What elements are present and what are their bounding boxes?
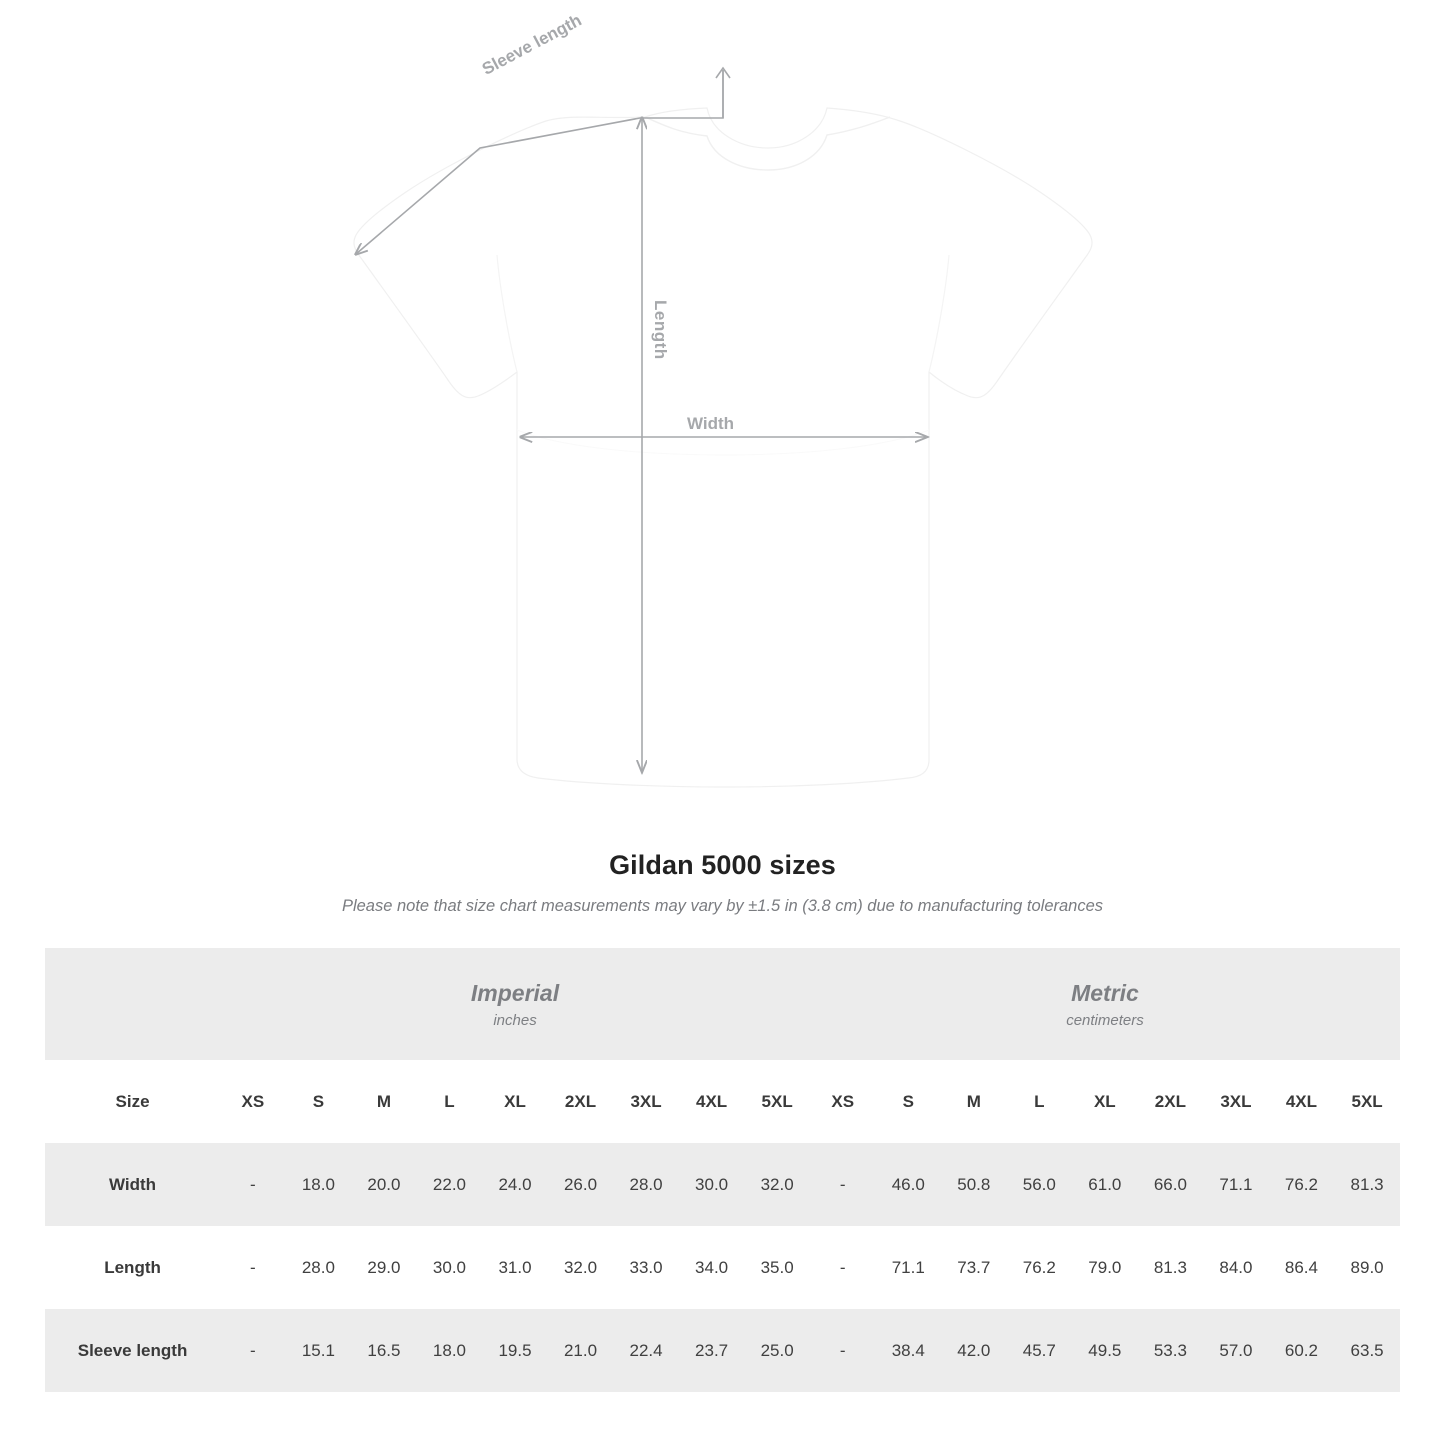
cell-length-metric-l: 76.2 [1022,1257,1056,1277]
cell-length-imperial-xs: - [250,1257,256,1277]
size-col-imperial-2xl: 2XL [564,1091,597,1111]
size-chart-table-wrap [45,948,1400,1392]
cell-width-metric-xl: 61.0 [1088,1174,1122,1194]
unit-sub-imperial: inches [493,1012,537,1030]
cell-sleeve-imperial-xs: - [250,1340,256,1360]
cell-length-imperial-l: 30.0 [432,1257,466,1277]
cell-sleeve-imperial-s: 15.1 [301,1340,335,1360]
size-header-row [45,1060,1400,1143]
cell-width-metric-s: 46.0 [891,1174,925,1194]
length-label: Length [651,300,670,360]
cell-length-metric-xl: 79.0 [1088,1257,1122,1277]
cell-sleeve-imperial-m: 16.5 [367,1340,401,1360]
tolerance-note: Please note that size chart measurements may vary by ±1.5 in (3.8 cm) due to manufacturing tolerances [341,897,1104,915]
cell-sleeve-metric-s: 38.4 [891,1340,925,1360]
sleeve-length-label: Sleeve length [479,10,585,79]
size-col-metric-m: M [966,1091,981,1111]
size-col-imperial-3xl: 3XL [630,1091,662,1111]
cell-length-metric-m: 73.7 [957,1257,991,1277]
unit-header-imperial [220,948,810,1060]
size-col-imperial-m: M [376,1091,391,1111]
cell-width-imperial-xs: - [250,1174,256,1194]
cell-width-imperial-s: 18.0 [301,1174,335,1194]
size-header-label: Size [115,1091,150,1111]
size-col-imperial-5xl: 5XL [761,1091,793,1111]
size-col-metric-5xl: 5XL [1351,1091,1383,1111]
row-label-sleeve-length: Sleeve length [77,1340,188,1360]
unit-title-metric: Metric [1071,979,1139,1006]
table-row [45,1143,1400,1226]
size-col-imperial-xl: XL [504,1091,526,1111]
cell-sleeve-metric-2xl: 53.3 [1153,1340,1187,1360]
cell-length-metric-xs: - [839,1257,846,1277]
width-label: Width [681,414,740,434]
cell-width-metric-l: 56.0 [1022,1174,1056,1194]
cell-width-imperial-2xl: 26.0 [563,1174,598,1194]
cell-width-imperial-xl: 24.0 [498,1174,532,1194]
size-col-metric-s: S [902,1091,914,1111]
unit-header-metric [810,948,1400,1060]
size-col-imperial-s: S [312,1091,325,1111]
cell-width-imperial-5xl: 32.0 [760,1174,794,1194]
cell-sleeve-imperial-xl: 19.5 [498,1340,532,1360]
cell-width-metric-m: 50.8 [957,1174,991,1194]
size-col-imperial-l: L [444,1091,455,1111]
cell-sleeve-imperial-3xl: 22.4 [629,1340,663,1360]
size-col-metric-l: L [1034,1091,1045,1111]
size-col-metric-xl: XL [1093,1091,1116,1111]
cell-sleeve-imperial-2xl: 21.0 [563,1340,598,1360]
unit-title-imperial: Imperial [470,979,560,1006]
cell-length-imperial-m: 29.0 [367,1257,401,1277]
cell-sleeve-metric-m: 42.0 [957,1340,991,1360]
cell-width-imperial-l: 22.0 [432,1174,466,1194]
cell-sleeve-imperial-4xl: 23.7 [695,1340,729,1360]
cell-width-metric-4xl: 76.2 [1284,1174,1318,1194]
cell-sleeve-metric-xl: 49.5 [1088,1340,1122,1360]
table-row [45,1309,1400,1392]
cell-length-imperial-s: 28.0 [301,1257,335,1277]
cell-sleeve-metric-3xl: 57.0 [1219,1340,1253,1360]
cell-width-metric-3xl: 71.1 [1219,1174,1253,1194]
row-label-length: Length [104,1257,161,1277]
chart-heading [0,850,1445,916]
unit-header-spacer [45,948,220,1060]
cell-length-metric-4xl: 86.4 [1284,1257,1318,1277]
cell-width-metric-2xl: 66.0 [1153,1174,1187,1194]
row-label-width: Width [109,1174,157,1194]
cell-length-imperial-2xl: 32.0 [563,1257,598,1277]
cell-width-metric-xs: - [839,1174,846,1194]
size-col-metric-3xl: 3XL [1220,1091,1252,1111]
table-row [45,1226,1400,1309]
cell-sleeve-imperial-5xl: 25.0 [760,1340,794,1360]
cell-length-imperial-3xl: 33.0 [629,1257,663,1277]
cell-width-imperial-3xl: 28.0 [629,1174,663,1194]
page-title: Gildan 5000 sizes [609,850,836,880]
cell-sleeve-metric-l: 45.7 [1022,1340,1056,1360]
cell-sleeve-metric-5xl: 63.5 [1350,1340,1384,1360]
unit-sub-metric: centimeters [1066,1012,1144,1030]
cell-width-imperial-m: 20.0 [367,1174,401,1194]
size-col-metric-4xl: 4XL [1285,1091,1318,1111]
cell-length-metric-5xl: 89.0 [1350,1257,1384,1277]
cell-length-metric-3xl: 84.0 [1219,1257,1253,1277]
cell-length-imperial-xl: 31.0 [498,1257,532,1277]
size-col-imperial-4xl: 4XL [695,1091,728,1111]
unit-header-row [45,948,1400,1060]
cell-sleeve-imperial-l: 18.0 [432,1340,466,1360]
size-col-imperial-xs: XS [241,1091,265,1111]
size-chart-table [45,948,1400,1392]
cell-sleeve-metric-xs: - [839,1340,846,1360]
cell-length-imperial-5xl: 35.0 [760,1257,794,1277]
size-col-metric-xs: XS [831,1091,855,1111]
tshirt-shape [354,108,1092,787]
cell-width-metric-5xl: 81.3 [1350,1174,1384,1194]
cell-length-metric-2xl: 81.3 [1153,1257,1187,1277]
cell-sleeve-metric-4xl: 60.2 [1284,1340,1318,1360]
cell-width-imperial-4xl: 30.0 [695,1174,729,1194]
cell-length-metric-s: 71.1 [891,1257,925,1277]
size-col-metric-2xl: 2XL [1154,1091,1186,1111]
cell-length-imperial-4xl: 34.0 [695,1257,729,1277]
